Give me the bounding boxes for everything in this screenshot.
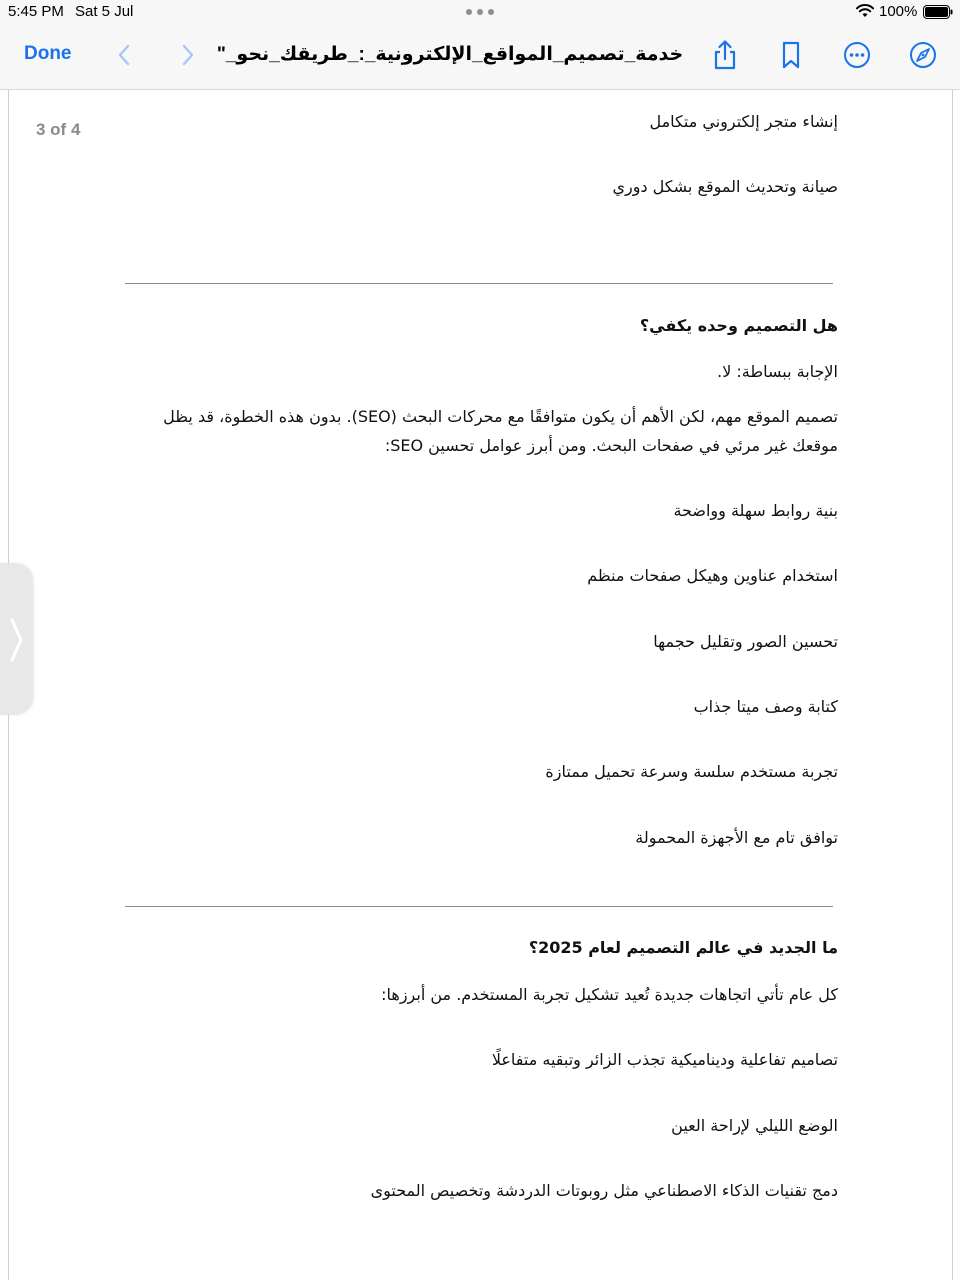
next-button[interactable] xyxy=(176,40,200,70)
list-item: تحسين الصور وتقليل حجمها xyxy=(653,632,838,651)
share-icon xyxy=(708,38,742,72)
paragraph-line: موقعك غير مرئي في صفحات البحث. ومن أبرز عوامل تحسين SEO: xyxy=(384,436,838,455)
document-toolbar xyxy=(0,24,960,90)
status-time: 5:45 PM xyxy=(8,3,64,20)
page-indicator: 3 of 4 xyxy=(36,120,81,139)
chevron-right-icon xyxy=(176,40,200,70)
bookmark-icon xyxy=(774,38,808,72)
list-item: الوضع الليلي لإراحة العين xyxy=(671,1116,838,1135)
chevron-right-icon xyxy=(8,617,26,663)
list-item: كتابة وصف ميتا جذاب xyxy=(693,697,838,716)
list-item: دمج تقنيات الذكاء الاصطناعي مثل روبوتات الدردشة وتخصيص المحتوى xyxy=(370,1181,838,1200)
answer-text: الإجابة ببساطة: لا. xyxy=(717,362,838,381)
sidebar-handle[interactable] xyxy=(0,563,33,715)
compass-icon xyxy=(906,38,940,72)
done-button[interactable]: Done xyxy=(24,43,72,64)
wifi-icon xyxy=(856,4,874,18)
section-heading: ما الجديد في عالم التصميم لعام 2025؟ xyxy=(528,938,838,957)
multitasking-dots-icon[interactable] xyxy=(466,9,494,15)
section-divider xyxy=(125,906,833,907)
previous-button[interactable] xyxy=(112,40,136,70)
chevron-left-icon xyxy=(112,40,136,70)
bookmark-button[interactable] xyxy=(774,38,808,72)
list-item: بنية روابط سهلة وواضحة xyxy=(673,501,838,520)
list-item: استخدام عناوين وهيكل صفحات منظم xyxy=(587,566,838,585)
intro-text: كل عام تأتي اتجاهات جديدة تُعيد تشكيل تجربة المستخدم. من أبرزها: xyxy=(381,985,838,1004)
page-border-right xyxy=(952,90,953,1280)
battery-percentage: 100% xyxy=(879,3,918,20)
section-divider xyxy=(125,283,833,284)
battery-icon xyxy=(923,5,953,19)
status-bar xyxy=(0,0,960,24)
document-view[interactable] xyxy=(0,90,960,1280)
section-heading: هل التصميم وحده يكفي؟ xyxy=(639,316,838,335)
list-item: صيانة وتحديث الموقع بشكل دوري xyxy=(612,177,838,196)
list-item: تصاميم تفاعلية وديناميكية تجذب الزائر وتبقيه متفاعلًا xyxy=(491,1050,838,1069)
more-button[interactable] xyxy=(840,38,874,72)
list-item: توافق تام مع الأجهزة المحمولة xyxy=(635,828,838,847)
paragraph-line: تصميم الموقع مهم، لكن الأهم أن يكون متوافقًا مع محركات البحث (SEO). بدون هذه الخطوة، قد يظل xyxy=(163,407,838,426)
list-item: تجربة مستخدم سلسة وسرعة تحميل ممتازة xyxy=(545,762,838,781)
status-date: Sat 5 Jul xyxy=(75,3,134,20)
document-title: "_خدمة_تصميم_المواقع_الإلكترونية_:_طريقك_نحو xyxy=(216,44,684,65)
share-button[interactable] xyxy=(708,38,742,72)
more-icon xyxy=(840,38,874,72)
open-in-safari-button[interactable] xyxy=(906,38,940,72)
list-item: إنشاء متجر إلكتروني متكامل xyxy=(649,112,838,131)
